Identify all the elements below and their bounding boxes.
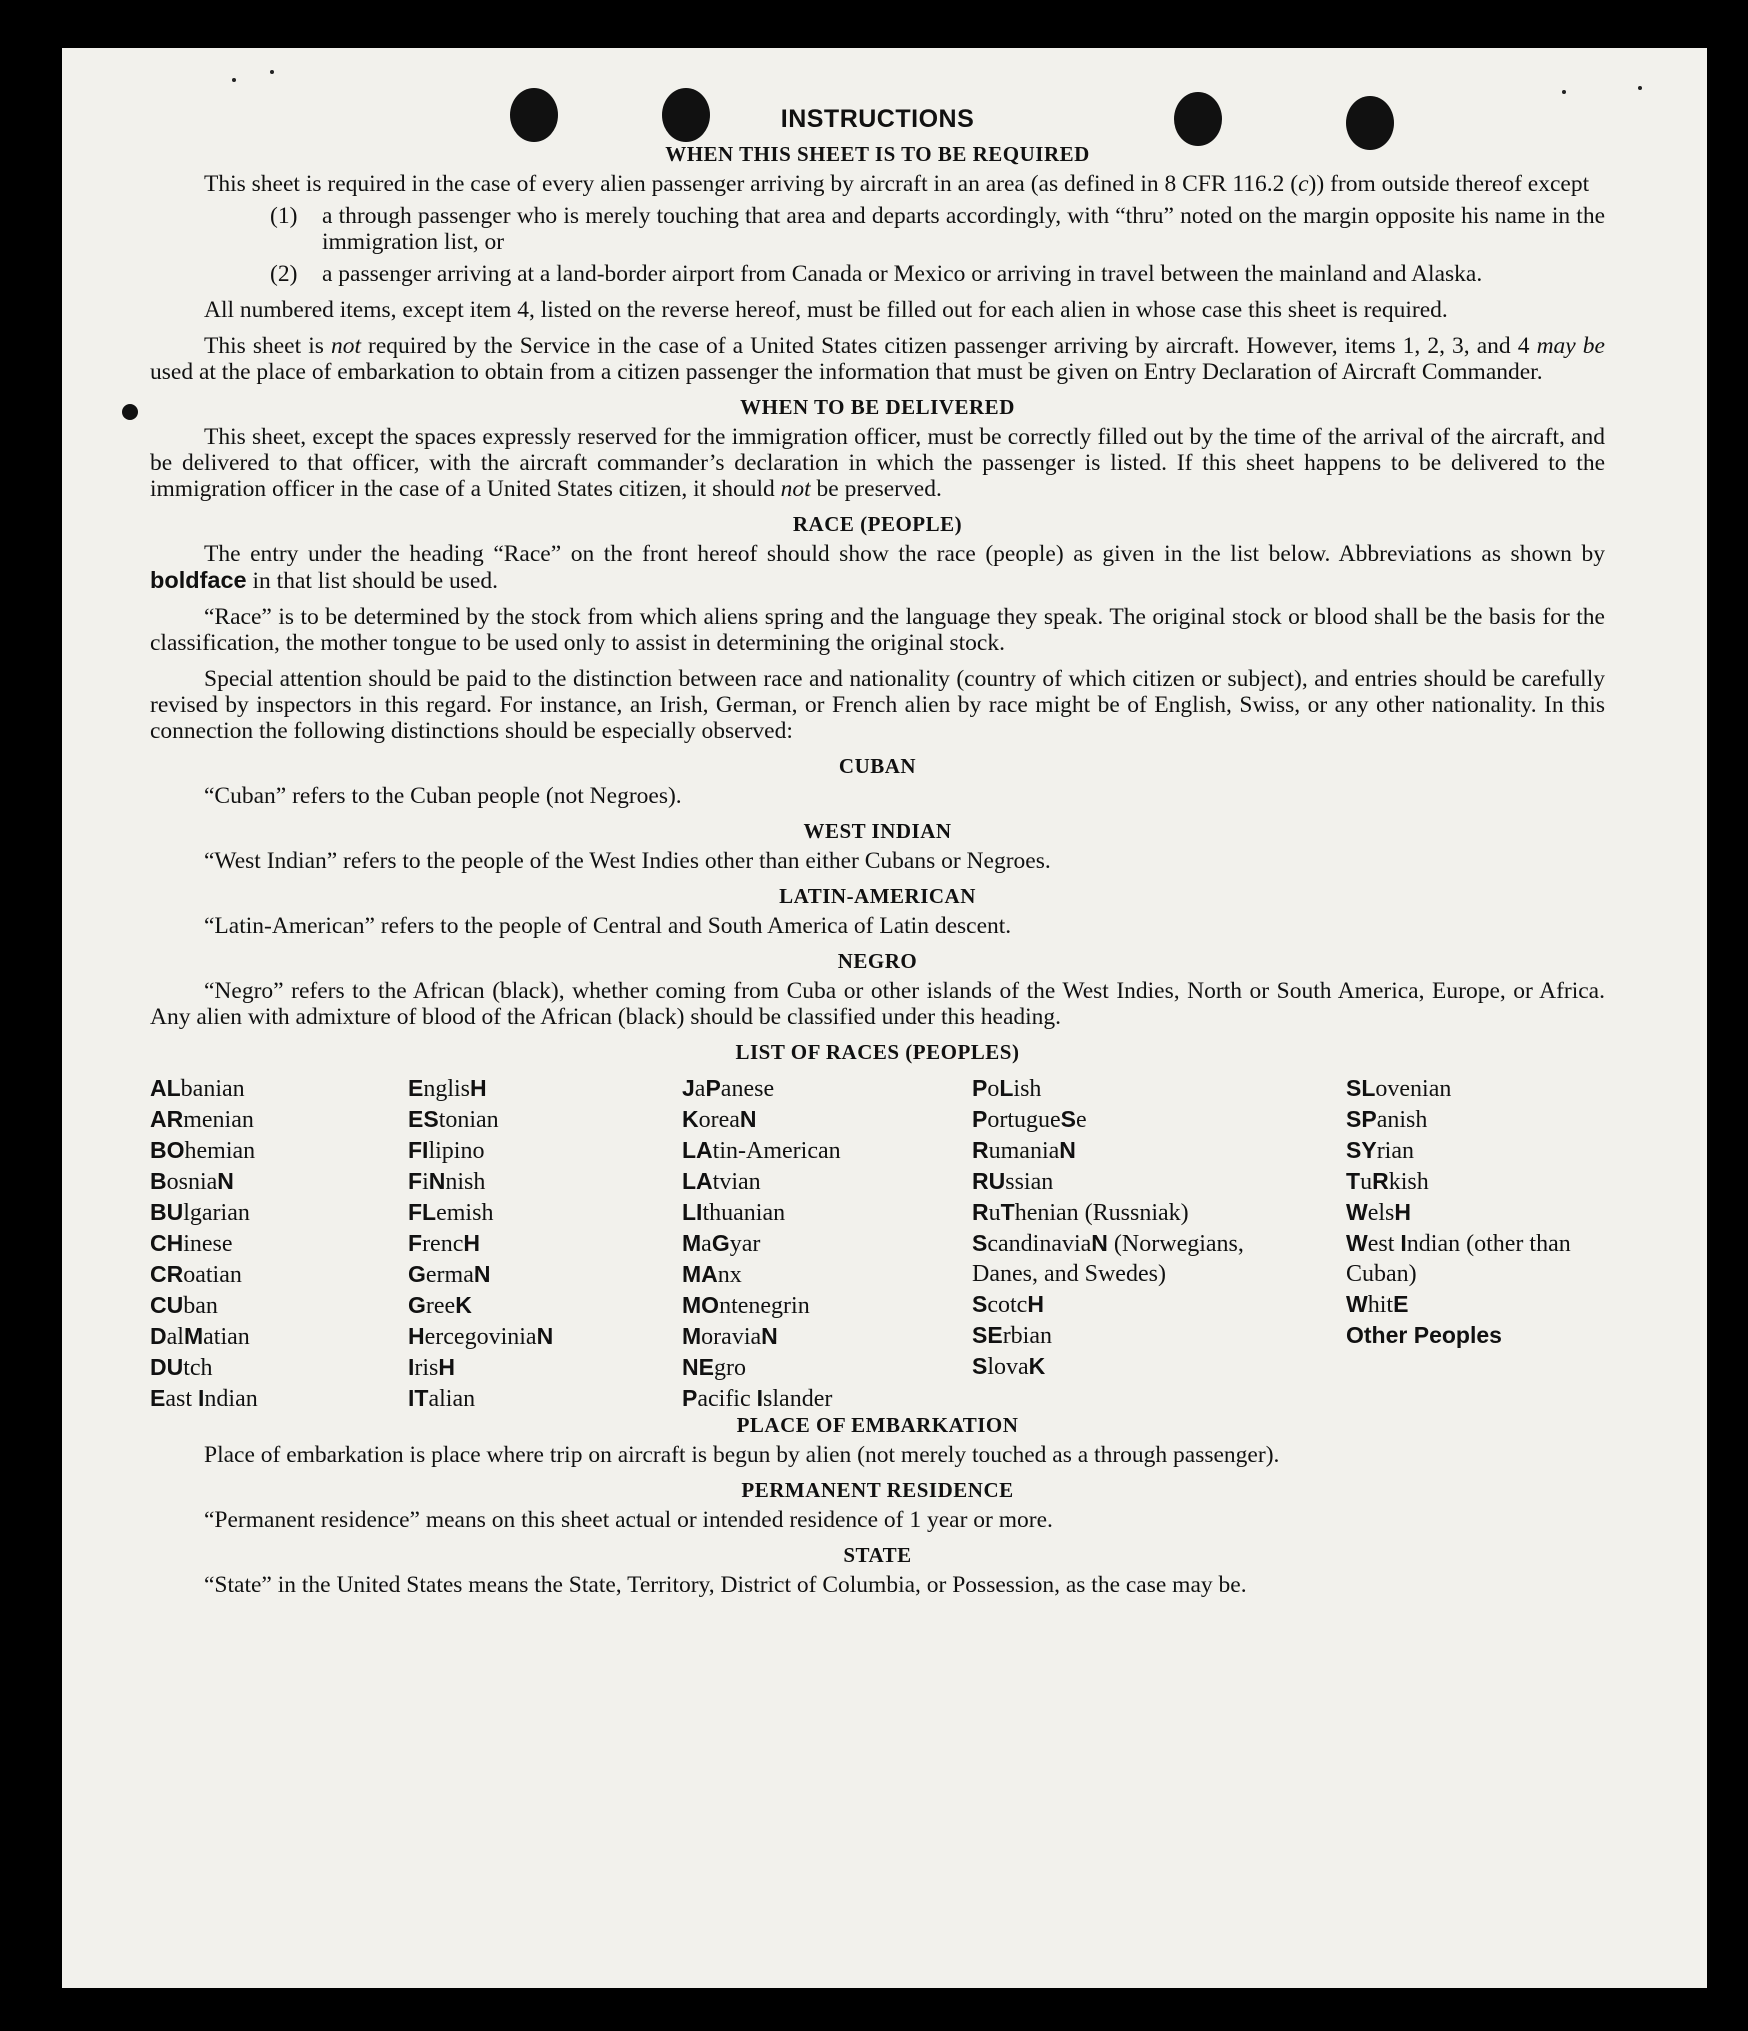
race-entry: MAnx (682, 1261, 742, 1288)
race-entry: PortugueSe (972, 1106, 1087, 1133)
races-column (408, 1073, 668, 1414)
race-entry: BOhemian (150, 1137, 256, 1164)
race-entry: ARmenian (150, 1106, 254, 1133)
paragraph-race-stock: “Race” is to be determined by the stock from which aliens spring and the language they speak. The original stock or blood shall be the basis for the classification, the mother tongue to be used only to assist in determining the original stock. (150, 604, 1605, 656)
race-entry: DUtch (150, 1354, 213, 1381)
races-column (150, 1073, 400, 1414)
race-entry: SErbian (972, 1322, 1052, 1349)
paragraph-numbered-items: All numbered items, except item 4, listed on the reverse hereof, must be filled out for each alien in whose case this sheet is required. (204, 297, 1448, 323)
race-entry: ScotcH (972, 1291, 1044, 1318)
race-entry: SlovaK (972, 1353, 1046, 1380)
race-entry: LAtvian (682, 1168, 761, 1195)
race-entry: ScandinaviaN (Norwegians, Danes, and Swedes) (972, 1230, 1244, 1287)
race-entry: LIthuanian (682, 1199, 786, 1226)
instructions-content (150, 106, 1605, 1598)
race-entry: EStonian (408, 1106, 499, 1133)
race-entry: PoLish (972, 1075, 1042, 1102)
dust-speck (1562, 90, 1566, 94)
races-column (682, 1073, 962, 1414)
exception-item-2: (2) a passenger arriving at a land-border airport from Canada or Mexico or arriving in travel between the mainland and Alaska. (270, 261, 1483, 287)
race-entry: GreeK (408, 1292, 472, 1319)
paragraph-west-indian: “West Indian” refers to the people of the West Indies other than either Cubans or Negroes. (204, 848, 1051, 874)
race-entry: JaPanese (682, 1075, 775, 1102)
race-entry: RuThenian (Russniak) (972, 1199, 1189, 1226)
heading-when-delivered: WHEN TO BE DELIVERED (740, 395, 1015, 419)
race-entry: Pacific Islander (682, 1385, 833, 1412)
race-entry: Other Peoples (1346, 1322, 1502, 1348)
race-entry: MOntenegrin (682, 1292, 810, 1319)
paragraph-race-nationality: Special attention should be paid to the distinction between race and nationality (country of which citizen or subject), and entries should be carefully revised by inspectors in this regard. For instance, an Irish, German, or French alien by race might be of English, Swiss, or any other nationality. In this connection the following distinctions should be especially observed: (150, 666, 1605, 744)
races-column (1346, 1073, 1608, 1351)
race-entry: East Indian (150, 1385, 258, 1412)
race-entry: RUssian (972, 1168, 1054, 1195)
heading-west-indian: WEST INDIAN (803, 819, 952, 843)
race-entry: WelsH (1346, 1199, 1412, 1226)
race-entry: MaGyar (682, 1230, 761, 1257)
heading-list-of-races: LIST OF RACES (PEOPLES) (735, 1040, 1020, 1064)
heading-permanent-residence: PERMANENT RESIDENCE (741, 1478, 1014, 1502)
race-entry: EnglisH (408, 1075, 487, 1102)
race-entry: FiNnish (408, 1168, 486, 1195)
race-entry: BUlgarian (150, 1199, 250, 1226)
race-entry: SLovenian (1346, 1075, 1452, 1102)
race-entry: ITalian (408, 1385, 476, 1412)
race-entry: MoraviaN (682, 1323, 778, 1350)
paragraph-required: This sheet is required in the case of every alien passenger arriving by aircraft in an area (as defined in 8 CFR 116.2 (c)) from outside thereof except (204, 171, 1590, 197)
paragraph-state: “State” in the United States means the State, Territory, District of Columbia, or Possession, as the case may be. (204, 1572, 1247, 1598)
race-entry: NEgro (682, 1354, 746, 1381)
race-entry: BosniaN (150, 1168, 234, 1195)
paragraph-permanent-residence: “Permanent residence” means on this sheet actual or intended residence of 1 year or more. (204, 1507, 1053, 1533)
race-entry: CHinese (150, 1230, 233, 1257)
paragraph-race-entry: The entry under the heading “Race” on the front hereof should show the race (people) as given in the list below. Abbreviations as shown by boldface in that list should be used. (150, 541, 1605, 594)
document-sheet (62, 48, 1707, 1988)
heading-cuban: CUBAN (838, 754, 917, 778)
page-title: INSTRUCTIONS (780, 105, 975, 133)
heading-state: STATE (843, 1543, 912, 1567)
dust-speck (270, 70, 274, 74)
exception-item-1: (1) a through passenger who is merely touching that area and departs accordingly, with “thru” noted on the margin opposite his name in the immigration list, or (270, 203, 1605, 255)
race-entry: WhitE (1346, 1291, 1409, 1318)
races-column (972, 1073, 1262, 1382)
paragraph-citizen: This sheet is not required by the Service in the case of a United States citizen passenger arriving by aircraft. However, items 1, 2, 3, and 4 may be used at the place of embarkation to obtain from a citizen passenger the information that must be given on Entry Declaration of Aircraft Commander. (150, 333, 1605, 385)
paragraph-delivered: This sheet, except the spaces expressly reserved for the immigration officer, must be correctly filled out by the time of the arrival of the aircraft, and be delivered to that officer, with the aircraft commander’s declaration in which the passenger is listed. If this sheet happens to be delivered to the immigration officer in the case of a United States citizen, it should not be preserved. (150, 424, 1605, 502)
race-entry: DalMatian (150, 1323, 250, 1350)
dust-speck (232, 78, 236, 82)
dust-speck (1638, 86, 1642, 90)
heading-latin-american: LATIN-AMERICAN (779, 884, 976, 908)
paragraph-embarkation: Place of embarkation is place where trip on aircraft is begun by alien (not merely touched as a through passenger). (204, 1442, 1280, 1468)
race-entry: SYrian (1346, 1137, 1414, 1164)
race-entry: GermaN (408, 1261, 491, 1288)
race-entry: TuRkish (1346, 1168, 1429, 1195)
race-entry: West Indian (other than Cuban) (1346, 1230, 1571, 1287)
paragraph-negro: “Negro” refers to the African (black), whether coming from Cuba or other islands of the West Indies, North or South America, Europe, or Africa. Any alien with admixture of blood of the African (black) should be classified under this heading. (150, 978, 1605, 1030)
paragraph-latin-american: “Latin-American” refers to the people of Central and South America of Latin descent. (204, 913, 1012, 939)
heading-embarkation: PLACE OF EMBARKATION (736, 1413, 1019, 1437)
race-entry: FrencH (408, 1230, 480, 1257)
race-entry: LAtin-American (682, 1137, 841, 1164)
heading-negro: NEGRO (837, 949, 918, 973)
race-entry: RumaniaN (972, 1137, 1076, 1164)
paragraph-cuban: “Cuban” refers to the Cuban people (not Negroes). (204, 783, 682, 809)
race-entry: ALbanian (150, 1075, 245, 1102)
race-entry: CUban (150, 1292, 218, 1319)
races-list (150, 1073, 1605, 1412)
heading-race: RACE (PEOPLE) (792, 512, 963, 536)
ink-blot (122, 404, 138, 420)
race-entry: IrisH (408, 1354, 456, 1381)
race-entry: CRoatian (150, 1261, 242, 1288)
race-entry: SPanish (1346, 1106, 1428, 1133)
race-entry: KoreaN (682, 1106, 757, 1133)
race-entry: HercegoviniaN (408, 1323, 554, 1350)
race-entry: FIlipino (408, 1137, 485, 1164)
heading-when-required: WHEN THIS SHEET IS TO BE REQUIRED (665, 142, 1090, 166)
race-entry: FLemish (408, 1199, 494, 1226)
